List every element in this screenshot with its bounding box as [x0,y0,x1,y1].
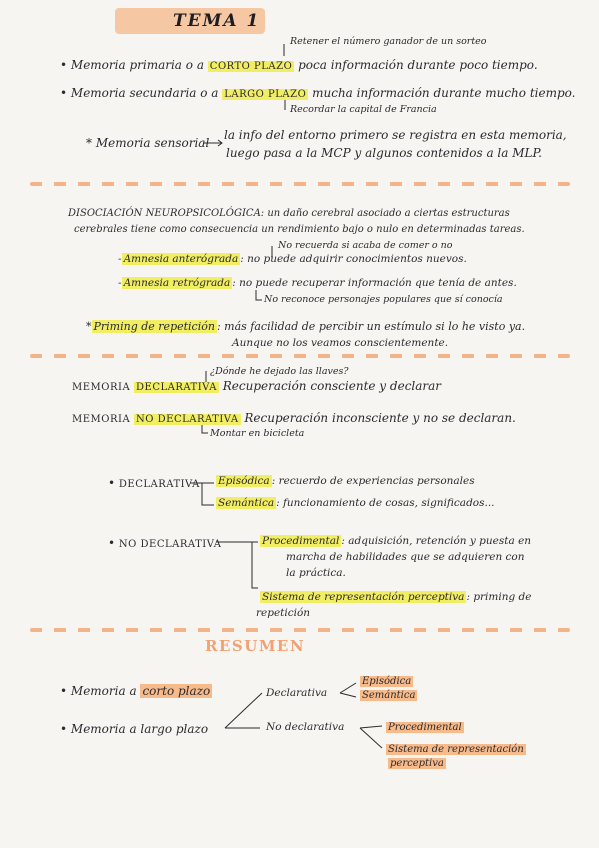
procedimental-line-2: marcha de habilidades que se adquieren con [286,551,525,563]
no-declarativa-text: Recuperación inconsciente y no se declaran. [244,411,516,425]
section-divider [30,628,570,632]
secundaria-label: Memoria secundaria o a [70,86,219,100]
priming-label: Priming de repetición [93,320,215,333]
priming-text: : más facilidad de percibir un estímulo si lo he visto ya. [216,320,526,333]
largo-plazo-highlight: LARGO PLAZO [224,89,307,100]
primaria-text: poca información durante poco tiempo. [298,58,538,72]
note-sorteo: Retener el número ganador de un sorteo [290,36,487,47]
sistema-text-1: : priming de [466,591,532,603]
memoria-no-declarativa-line [72,411,516,427]
sistema-label: Sistema de representación perceptiva [262,591,465,603]
retrograda-text: : no puede recuperar información que tenía de antes. [232,277,517,289]
no-declarativa-item [108,536,221,552]
declarativa-highlight: DECLARATIVA [136,382,217,393]
episodica-line [216,476,475,487]
note-llaves: ¿Dónde he dejado las llaves? [210,366,349,377]
declarativa-item [108,476,200,492]
note-capital: Recordar la capital de Francia [290,104,437,115]
semantica-highlight: Semántica [362,690,416,701]
procedimental-text-1: : adquisición, retención y puesta en [341,535,532,547]
disociacion-line-2: cerebrales tiene como consecuencia un rendimiento bajo o nulo en determinadas tareas. [74,224,525,235]
bullet: • [60,722,68,736]
resumen-largo-line [60,722,208,736]
resumen-semantica [360,690,417,701]
bullet: • [108,476,116,490]
amnesia-retrograda-line [118,278,517,289]
dash: - [118,277,122,289]
corto-plazo-highlight: CORTO PLAZO [209,61,293,72]
procedimental-highlight: Procedimental [388,722,462,733]
episodica-highlight: Episódica [362,676,412,687]
memoria-primaria-line [60,58,538,74]
resumen-episodica [360,676,413,687]
memoria-sensorial-label [86,136,209,150]
note-personajes: No reconoce personajes populares que sí conocía [264,294,503,305]
priming-text-2: Aunque no los veamos conscientemente. [232,337,449,349]
sistema-line-1 [260,592,531,603]
memoria-declarativa-line [72,379,441,395]
no-declarativa-highlight: NO DECLARATIVA [136,414,239,425]
anterograda-text: : no puede adquirir conocimientos nuevos. [240,253,467,265]
resumen-corto-line [60,684,212,698]
semantica-label: Semántica [218,497,275,509]
amnesia-retrograda-label: Amnesia retrógrada [123,277,231,289]
procedimental-line-3: la práctica. [286,567,346,579]
largo-label: Memoria a largo plazo [70,722,209,736]
note-bicicleta: Montar en bicicleta [210,428,305,439]
bullet: • [60,86,68,100]
memoria-secundaria-line [60,86,575,102]
bullet: • [60,684,68,698]
episodica-text: : recuerdo de experiencias personales [271,475,475,487]
primaria-label: Memoria primaria o a [70,58,204,72]
note-comer: No recuerda si acaba de comer o no [278,240,453,251]
resumen-declarativa: Declarativa [266,687,328,699]
resumen-procedimental [386,722,464,733]
section-divider [30,354,570,358]
semantica-line [216,498,495,509]
corto-plazo-highlight: corto plazo [142,684,211,698]
declarativa-text: Recuperación consciente y declarar [222,379,442,393]
memoria-label: MEMORIA [72,414,131,425]
resumen-sistema-2 [388,758,446,769]
episodica-label: Episódica [218,475,270,487]
declarativa-label: DECLARATIVA [118,479,200,490]
section-divider [30,182,570,186]
resumen-no-declarativa: No declarativa [266,721,345,733]
asterisk: * [86,136,92,150]
amnesia-anterograda-label: Amnesia anterógrada [123,253,239,265]
procedimental-label: Procedimental [262,535,340,547]
bullet: • [60,58,68,72]
secundaria-text: mucha información durante mucho tiempo. [312,86,576,100]
no-declarativa-label: NO DECLARATIVA [118,539,222,550]
disociacion-line-1: DISOCIACIÓN NEUROPSICOLÓGICA: un daño cerebral asociado a ciertas estructuras [68,208,510,219]
sistema-highlight: Sistema de representación [388,744,524,755]
resumen-title: RESUMEN [205,637,306,655]
sensorial-label: Memoria sensorial [95,136,210,150]
asterisk: * [86,320,92,333]
procedimental-line-1 [260,536,531,547]
amnesia-anterograda-line [118,254,467,265]
sistema-line-2: repetición [256,607,311,619]
dash: - [118,253,122,265]
resumen-sistema-1 [386,744,526,755]
corto-label: Memoria a [70,684,137,698]
priming-line [86,320,525,334]
bullet: • [108,536,116,550]
memoria-label: MEMORIA [72,382,131,393]
semantica-text: : funcionamiento de cosas, significados... [276,497,495,509]
page-title: TEMA 1 [173,11,261,31]
sensorial-text-2: luego pasa a la MCP y algunos contenidos a la MLP. [226,146,542,160]
perceptiva-highlight: perceptiva [390,758,444,769]
sensorial-text-1: la info del entorno primero se registra en esta memoria, [224,128,567,142]
